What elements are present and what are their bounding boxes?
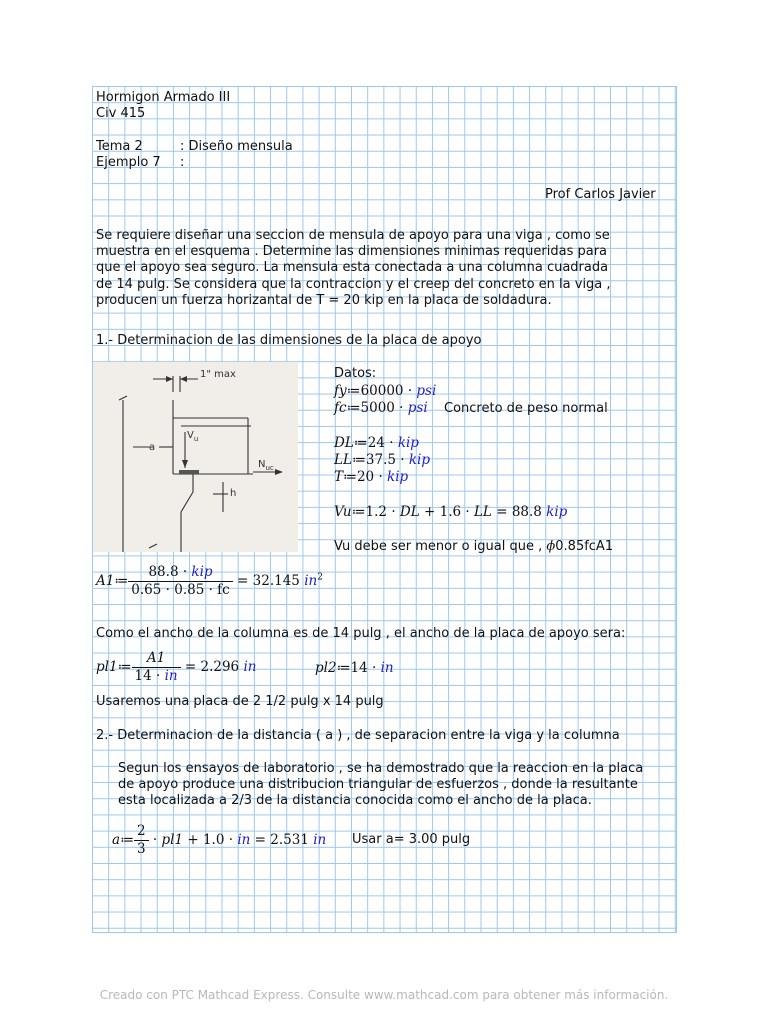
max-label: 1" max: [200, 369, 236, 380]
section1-heading: 1.- Determinacion de las dimensiones de la placa de apoyo: [96, 333, 482, 348]
eq-fc: fc≔5000 · psi: [334, 400, 428, 416]
corbel-diagram: [93, 362, 298, 552]
ejemplo-value: :: [180, 155, 185, 170]
eq-vu: Vu≔1.2 · DL + 1.6 · LL = 88.8 kip: [334, 504, 568, 520]
course-title: Hormigon Armado III: [96, 90, 231, 105]
problem-statement: Se requiere diseñar una seccion de mensula de apoyo para una viga , como se muestra en el esquema . Determine las dimensiones minimas requeridas para que el apoyo sea seguro. La mensula esta conectada a una columna cuadrada de 14 pulg. Se considera que la contraccion y el creep del concreto en la viga , producen un fuerza horizantal de T = 20 kip en la placa de soldadura.: [96, 228, 611, 308]
eq-t: T≔20 · kip: [334, 469, 409, 485]
use-a-note: Usar a= 3.00 pulg: [352, 832, 471, 847]
vu-condition-note: Vu debe ser menor o igual que , ϕ0.85fcA1: [334, 539, 614, 554]
eq-a: a≔ $\frac{2}{3}$ · pl1 + 1.0 · in = 2.531 in: [112, 823, 327, 857]
eq-a1: A1≔ $\frac{\text{88.8 · kip}}{0.65 \cdot 0.85 \cdot fc}$ = 32.145 $in^2$: [96, 564, 323, 598]
professor-name: Prof Carlos Javier: [545, 187, 656, 202]
eq-pl1: pl1≔ $\frac{A1}{14 \cdot in}$ = 2.296 in: [96, 650, 257, 684]
mathcad-footer: Creado con PTC Mathcad Express. Consulte www.mathcad.com para obtener más información.: [99, 988, 669, 1002]
eq-fy: fy≔60000 · psi: [334, 383, 437, 399]
eq-ll: LL≔37.5 · kip: [334, 452, 430, 468]
concrete-note: Concreto de peso normal: [444, 401, 608, 416]
corbel-sketch: [93, 362, 298, 552]
nuc-label: $N_{uc}$: [258, 459, 274, 472]
course-code: Civ 415: [96, 106, 146, 121]
vu-label: $V_u$: [187, 430, 199, 443]
eq-pl2: pl2≔14 · in: [315, 660, 394, 676]
tema-value: : Diseño mensula: [180, 139, 293, 154]
section2-paragraph: Segun los ensayos de laboratorio , se ha demostrado que la reaccion en la placa de apoyo produce una distribucion triangular de esfuerzos , donde la resultante esta localizada a 2/3 de la distancia conocida como el ancho de la placa.: [118, 761, 644, 809]
width-note: Como el ancho de la columna es de 14 pulg , el ancho de la placa de apoyo sera:: [96, 626, 626, 641]
plate-note: Usaremos una placa de 2 1/2 pulg x 14 pulg: [96, 694, 384, 709]
datos-label: Datos:: [334, 366, 377, 381]
h-label: h: [230, 488, 237, 499]
tema-label: Tema 2: [96, 139, 143, 154]
eq-dl: DL≔24 · kip: [334, 435, 419, 451]
ejemplo-label: Ejemplo 7: [96, 155, 161, 170]
section2-heading: 2.- Determinacion de la distancia ( a ) , de separacion entre la viga y la columna: [96, 728, 620, 743]
a-label: a: [149, 442, 156, 453]
